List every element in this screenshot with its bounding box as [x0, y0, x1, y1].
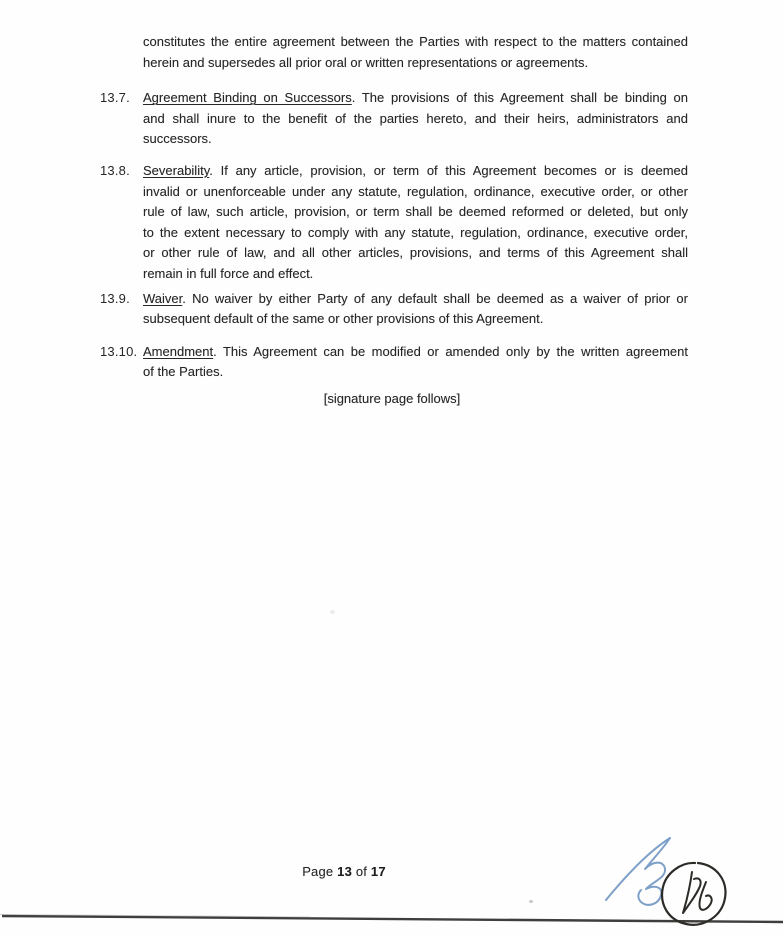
underlined-clause-heading: Waiver [143, 290, 183, 306]
signature-circled-initials [662, 863, 725, 925]
text-line: Severability. If any article, provision, or term of this Agreement becomes or is deemed [143, 162, 688, 178]
footer-word-of: of [355, 864, 368, 879]
intro-continuation-paragraph [100, 32, 690, 73]
signature-blue-initial [606, 838, 670, 905]
document-body [100, 32, 690, 383]
handwritten-initials [592, 820, 742, 935]
underlined-clause-heading: Amendment [143, 343, 214, 359]
clause-number: 13.9. [100, 290, 130, 306]
text-line: and shall inure to the benefit of the parties hereto, and their heirs, administrators and [143, 110, 688, 126]
text-line: remain in full force and effect. [143, 265, 314, 281]
text-line: herein and supersedes all prior oral or written representations or agreements. [143, 54, 589, 70]
text-line: Amendment. This Agreement can be modified or amended only by the written agreement [143, 343, 688, 359]
footer-word-page: Page [302, 864, 334, 879]
text-line: subsequent default of the same or other provisions of this Agreement. [143, 311, 544, 327]
clause-13-8 [100, 161, 690, 285]
underlined-clause-heading: Agreement Binding on Successors [143, 90, 352, 106]
text-line: or other rule of law, and all other articles, provisions, and terms of this Agreement shall [143, 245, 688, 261]
underlined-clause-heading: Severability [143, 162, 210, 178]
footer-total-pages: 17 [370, 864, 386, 879]
clause-number: 13.10. [100, 343, 138, 359]
clause-number: 13.7. [100, 90, 130, 106]
signature-page-note: [signature page follows] [323, 391, 461, 406]
text-line: successors. [143, 131, 212, 147]
clause-13-10 [100, 342, 690, 383]
text-line: Waiver. No waiver by either Party of any default shall be deemed as a waiver of prior or [143, 290, 688, 306]
text-line: rule of law, such article, provision, or term shall be deemed reformed or deleted, but only [143, 204, 688, 220]
clause-13-7 [100, 88, 690, 150]
scan-speckle [330, 610, 335, 614]
text-line: of the Parties. [143, 364, 224, 380]
text-line: constitutes the entire agreement between the Parties with respect to the matters contained [143, 34, 688, 49]
text-line: to the extent necessary to comply with any statute, regulation, ordinance, executive order, [143, 224, 688, 240]
clause-13-9 [100, 289, 690, 330]
text-line: invalid or unenforceable under any statute, regulation, ordinance, executive order, or other [143, 183, 688, 199]
footer-page-number: 13 [337, 864, 353, 879]
clause-number: 13.8. [100, 162, 130, 178]
text-line: Agreement Binding on Successors. The provisions of this Agreement shall be binding on [143, 90, 688, 106]
page-footer [0, 864, 688, 879]
